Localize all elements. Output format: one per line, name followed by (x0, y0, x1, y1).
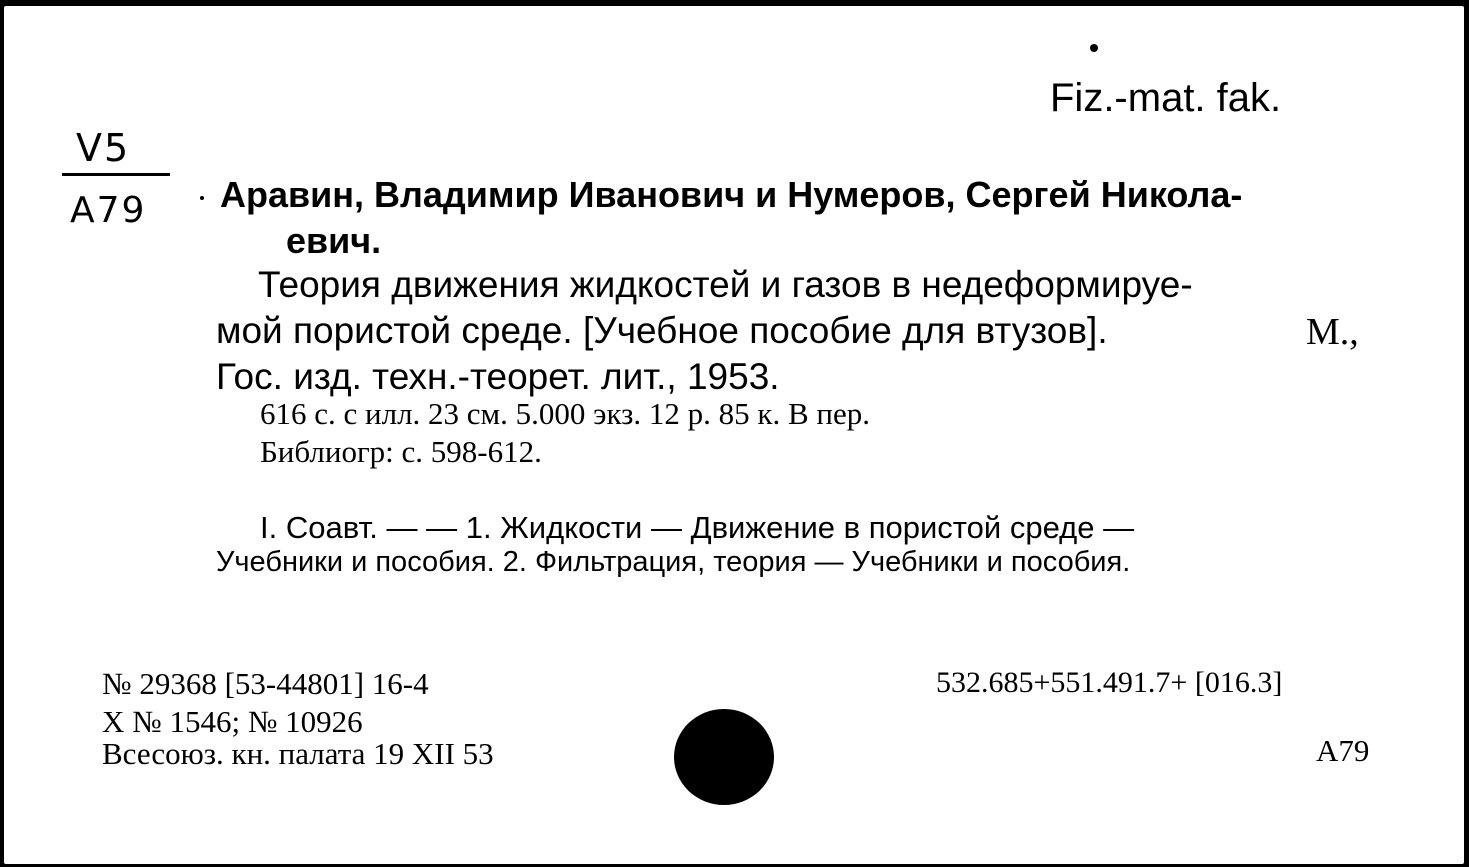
ink-spot-small (1090, 44, 1098, 52)
publication-place: М., (1306, 311, 1359, 353)
call-number-top: V5 (76, 126, 131, 170)
title-line-2: мой пористой среде. [Учебное пособие для втузов]. (216, 310, 1108, 351)
registry-line-3: Всесоюз. кн. палата 19 XII 53 (102, 736, 494, 771)
catalog-card (4, 6, 1464, 864)
margin-dot (200, 196, 204, 200)
bibliography-note: Библиогр: с. 598-612. (260, 434, 542, 469)
faculty-note: Fiz.-mat. fak. (1050, 76, 1282, 120)
physical-description-1: 616 с. с илл. 23 см. 5.000 экз. 12 р. 85 к. В пер. (260, 396, 870, 431)
subject-headings-2: Учебники и пособия. 2. Фильтрация, теория — Учебники и пособия. (216, 546, 1131, 578)
subject-headings-1: I. Соавт. — — 1. Жидкости — Движение в пористой среде — (260, 510, 1135, 545)
registry-line-1: № 29368 [53-44801] 16-4 (102, 666, 429, 701)
call-number-divider (62, 173, 170, 176)
registry-line-2: Х № 1546; № 10926 (102, 704, 363, 739)
author-mark: А79 (1316, 733, 1370, 768)
author-line-2: евич. (286, 220, 382, 261)
punch-hole (674, 709, 774, 805)
classification-index: 532.685+551.491.7+ [016.3] (936, 666, 1283, 699)
author-line-1: Аравин, Владимир Иванович и Нумеров, Сергей Никола- (220, 174, 1243, 215)
call-number-bottom: A79 (70, 190, 147, 231)
title-line-3: Гос. изд. техн.-теорет. лит., 1953. (216, 356, 780, 397)
title-line-1: Теория движения жидкостей и газов в недеформируе- (258, 264, 1193, 305)
